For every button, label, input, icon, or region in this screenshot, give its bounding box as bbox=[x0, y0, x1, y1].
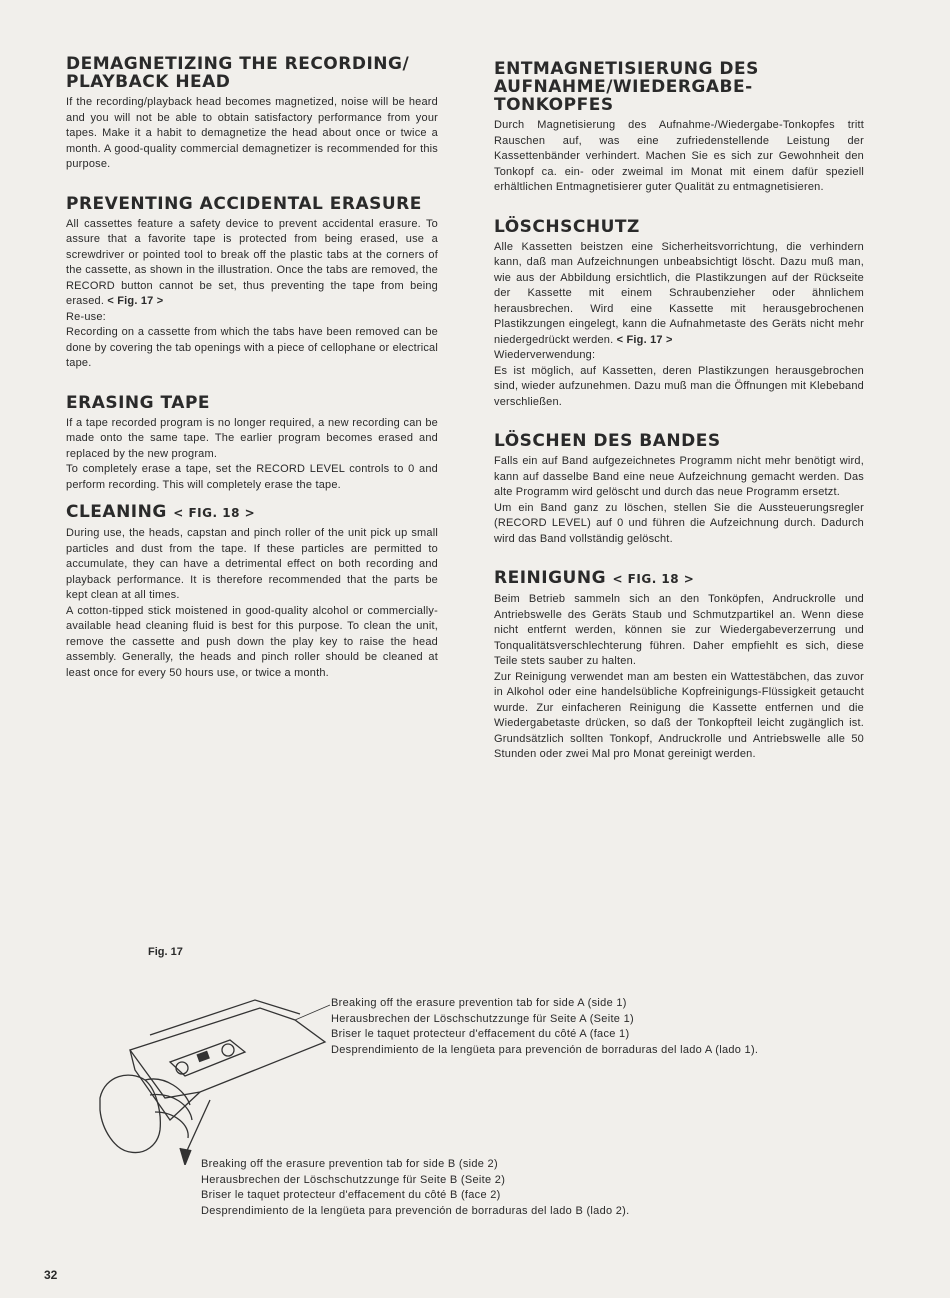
page-number: 32 bbox=[44, 1268, 58, 1282]
reinigung-text-1: Beim Betrieb sammeln sich an den Tonköpfen, Andruckrolle und Antriebswelle des Geräts Staub und Schmutzpartikel an. Wenn diese nicht entfernt werden, können sie zur Wiedergabeverzerrung und Tonqualitätsverschlechterung führen. Daher empfiehlt es sich, diese Teile stets sauber zu halten. bbox=[494, 593, 864, 667]
loeschschutz-heading: LÖSCHSCHUTZ bbox=[494, 216, 640, 237]
cassette-top-edge bbox=[150, 1000, 300, 1035]
cleaning-heading: CLEANING < FIG. 18 > bbox=[66, 502, 256, 522]
cassette-reel-right bbox=[222, 1044, 234, 1056]
loeschen-text-2: Um ein Band ganz zu löschen, stellen Sie die Aussteuerungsregler (RECORD LEVEL) auf 0 und führen die Aufzeichnung durch. Dadurch wird das Band vollständig gelöscht. bbox=[494, 501, 864, 545]
pointer-line-a bbox=[295, 1005, 330, 1020]
demagnetizing-text: If the recording/playback head becomes magnetized, noise will be heard and you will not be able to obtain satisfactory performance from your tapes. Make it a habit to demagnetize the head about once or twice a month. A good-quality commercial demagnetizer is recommended for this purpose. bbox=[66, 96, 438, 170]
caption-side-a-de: Herausbrechen der Löschschutzzunge für Seite A (Seite 1) bbox=[331, 1012, 634, 1025]
caption-side-a bbox=[331, 996, 831, 1058]
cassette-reel-left bbox=[176, 1062, 188, 1074]
fig17-reference: < Fig. 17 > bbox=[107, 295, 164, 307]
reuse-label: Re-use: bbox=[66, 310, 106, 323]
loeschschutz-text: Alle Kassetten beistzen eine Sicherheitsvorrichtung, die verhindern kann, daß man Aufzeichnungen unbeabsichtigt löscht. Dazu muß man, wie aus der Abbildung ersichtlich, die Plastikzungen auf der Rückseite der Kassette mit einem Schraubenzieher oder ähnlichem herausbrechen. Wird eine Kassette mit herausgebrochenen Plastikzungen eingelegt, kann die Aufnahmetaste des Geräts nicht mehr niedergedrückt werden. < Fig. 17 > bbox=[494, 240, 864, 346]
caption-side-b-es: Desprendimiento de la lengüeta para prevención de borraduras del lado B (lado 2). bbox=[201, 1204, 630, 1217]
preventing-erasure-text: All cassettes feature a safety device to prevent accidental erasure. To assure that a favorite tape is protected from being erased, use a screwdriver or pointed tool to break off the plastic tabs at the corners of the cassette, as shown in the illustration. Once the tabs are removed, the RECORD button cannot be set, thus preventing the tape from being erased. < Fig. 17 > bbox=[66, 217, 438, 307]
screwdriver-tip-arrow bbox=[180, 1148, 191, 1165]
cassette-tab-illustration bbox=[90, 980, 340, 1165]
caption-side-b-de: Herausbrechen der Löschschutzzunge für Seite B (Seite 2) bbox=[201, 1173, 506, 1186]
wiederverwendung-text: Es ist möglich, auf Kassetten, deren Plastikzungen herausgebrochen sind, wieder aufzunehmen. Dazu muß man die Öffnungen mit Klebeband verschließen. bbox=[494, 364, 864, 408]
fig18-reference: < FIG. 18 > bbox=[173, 506, 256, 520]
cassette-body bbox=[130, 1008, 325, 1098]
fig17-reference-de: < Fig. 17 > bbox=[616, 333, 673, 346]
caption-side-b-fr: Briser le taquet protecteur d'effacement du côté B (face 2) bbox=[201, 1189, 501, 1201]
cassette-label-mark bbox=[197, 1051, 209, 1061]
cassette-front-edge bbox=[130, 1050, 200, 1120]
entmagnetisierung-heading: ENTMAGNETISIERUNG DES AUFNAHME/WIEDERGABE-TONKOPFES bbox=[494, 59, 759, 115]
reuse-text: Recording on a cassette from which the tabs have been removed can be done by covering the tab openings with a piece of cellophane or electrical tape. bbox=[66, 326, 438, 369]
reinigung-heading: REINIGUNG < FIG. 18 > bbox=[494, 568, 695, 588]
loeschen-heading: LÖSCHEN DES BANDES bbox=[494, 431, 721, 451]
entmagnetisierung-text: Durch Magnetisierung des Aufnahme-/Wiedergabe-Tonkopfes tritt Rauschen auf, was eine zufriedenstellende Leistung der Kassettenbänder verhindert. Machen Sie es sich zur Gewohnheit den Tonkopf ca. ein- oder zweimal im Monat mit einem dafür speziell erhältlichen Entmagnetisierer guter Qualität zu entmagnetisieren. bbox=[494, 119, 864, 193]
figure-label: Fig. 17 bbox=[148, 946, 183, 958]
demagnetizing-heading: DEMAGNETIZING THE RECORDING/ PLAYBACK HEAD bbox=[66, 54, 410, 92]
english-column bbox=[66, 55, 438, 681]
erasing-tape-text-2: To completely erase a tape, set the RECORD LEVEL controls to 0 and perform recording. This will completely erase the tape. bbox=[66, 463, 438, 491]
caption-side-b-en: Breaking off the erasure prevention tab for side B (side 2) bbox=[201, 1158, 498, 1170]
hand-outline bbox=[100, 1075, 160, 1152]
german-column bbox=[494, 60, 864, 763]
caption-side-b bbox=[201, 1157, 801, 1219]
fig18-reference-de: < FIG. 18 > bbox=[612, 572, 695, 586]
erasing-tape-heading: ERASING TAPE bbox=[66, 392, 211, 413]
erasing-tape-text-1: If a tape recorded program is no longer required, a new recording can be made onto the same tape. The earlier program becomes erased and replaced by the new program. bbox=[66, 416, 438, 460]
hand-finger-1 bbox=[145, 1079, 190, 1105]
loeschen-text-1: Falls ein auf Band aufgezeichnetes Programm nicht mehr benötigt wird, kann auf dasselbe Band eine neue Aufzeichnung gemacht werden. Das alte Programm wird gelöscht und durch das neue Programm ersetzt. bbox=[494, 455, 864, 498]
caption-side-a-en: Breaking off the erasure prevention tab for side A (side 1) bbox=[331, 997, 627, 1009]
reinigung-text-2: Zur Reinigung verwendet man am besten ein Wattestäbchen, das zuvor in Alkohol oder eine handelsübliche Kopfreinigungs-Flüssigkeit getaucht wurde. Zur einfacheren Reinigung die Kassette entfernen und die Wiedergabetaste drücken, so daß der Tonkopfteil leicht zugänglich ist. Grundsätzlich sollten Tonkopf, Andruckrolle und Antriebswelle alle 50 Stunden oder zwei Mal pro Monat gereinigt werden. bbox=[494, 670, 864, 760]
caption-side-a-es: Desprendimiento de la lengüeta para prevención de borraduras del lado A (lado 1). bbox=[331, 1043, 759, 1056]
caption-side-a-fr: Briser le taquet protecteur d'effacement du côté A (face 1) bbox=[331, 1028, 630, 1040]
cleaning-text-1: During use, the heads, capstan and pinch roller of the unit pick up small particles and dust from the tape. If these particles are permitted to accumulate, they can have a detrimental effect on both recording and playback performance. It is therefore recommended that the parts be kept clean at all times. bbox=[66, 527, 438, 601]
preventing-erasure-heading: PREVENTING ACCIDENTAL ERASURE bbox=[66, 193, 422, 214]
screwdriver-shaft bbox=[185, 1100, 210, 1155]
wiederverwendung-label: Wiederverwendung: bbox=[494, 349, 596, 361]
cleaning-text-2: A cotton-tipped stick moistened in good-quality alcohol or commercially-available head cleaning fluid is best for this purpose. To clean the unit, remove the cassette and push down the play key to raise the head assembly. Generally, the heads and pinch roller should be cleaned at least once for every 50 hours use, or twice a month. bbox=[66, 604, 438, 679]
